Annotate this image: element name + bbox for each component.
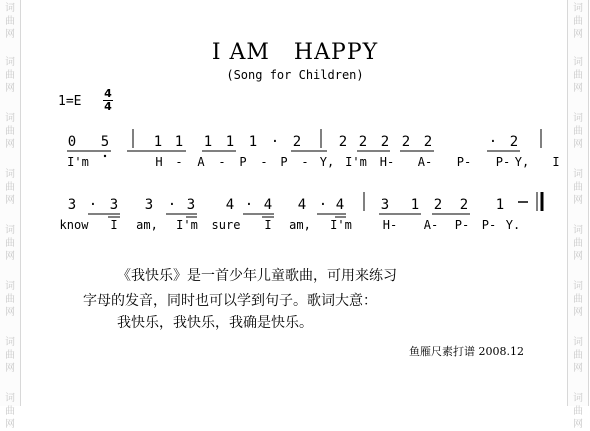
lyric: am,: [136, 218, 158, 232]
time-signature-top: 4: [104, 87, 112, 100]
lyric: P: [239, 155, 247, 169]
lyric: Y,: [514, 155, 530, 169]
lyric: A-: [417, 155, 433, 169]
note: 1: [174, 134, 184, 150]
lyric: P-: [481, 218, 497, 232]
lyric: H-: [382, 218, 398, 232]
description-line-2: 字母的发音，同时也可以学到句子。歌词大意：: [83, 293, 377, 309]
note: 3: [380, 197, 390, 213]
note: ·: [270, 134, 280, 150]
note: ·: [167, 197, 177, 213]
note: ·: [488, 134, 498, 150]
watermark: 词 曲 网: [5, 225, 15, 262]
lyric: I'm: [67, 155, 89, 169]
score-line-2: [60, 192, 528, 232]
lyric: know: [59, 218, 89, 232]
note: 1: [153, 134, 163, 150]
time-signature-bottom: 4: [104, 100, 112, 113]
score-line-1: [67, 129, 559, 169]
description-line-1: 《我快乐》是一首少年儿童歌曲，可用来练习: [117, 268, 397, 284]
lyric: -: [175, 155, 183, 169]
note: 2: [338, 134, 348, 150]
note: 1: [248, 134, 258, 150]
note: ·: [88, 197, 98, 213]
low-octave-dot: [104, 155, 106, 157]
note: 3: [109, 197, 119, 213]
lyric: I'm: [176, 218, 198, 232]
key-signature: 1=E: [58, 94, 82, 109]
note: 3: [186, 197, 196, 213]
watermark: 词 曲 网: [573, 113, 583, 150]
note: 2: [423, 134, 433, 150]
lyric: I: [264, 218, 272, 232]
watermark: 词 曲 网: [573, 281, 583, 318]
lyric: I: [110, 218, 118, 232]
note: 1: [410, 197, 420, 213]
lyric: A-: [423, 218, 439, 232]
lyric: sure: [211, 218, 241, 232]
lyric: P-: [456, 155, 472, 169]
lyric: P-: [454, 218, 470, 232]
lyric: Y.: [505, 218, 521, 232]
watermark: 词 曲 网: [5, 169, 15, 206]
watermark: 词 曲 网: [573, 57, 583, 94]
note: 2: [509, 134, 519, 150]
note: 4: [297, 197, 307, 213]
watermark: 词 曲 网: [5, 393, 15, 430]
watermark: 词 曲 网: [573, 393, 583, 430]
watermark: 词 曲 网: [573, 337, 583, 374]
lyric: H: [155, 155, 163, 169]
note: 2: [433, 197, 443, 213]
transcriber-credit: 鱼雁尺素打谱 2008.12: [409, 345, 524, 358]
lyric: -: [218, 155, 226, 169]
note: 0: [67, 134, 77, 150]
watermark: 词 曲 网: [5, 281, 15, 318]
lyric: P-: [495, 155, 511, 169]
lyric: -: [260, 155, 268, 169]
lyric: H-: [379, 155, 395, 169]
watermark: 词 曲 网: [5, 113, 15, 150]
note: ·: [318, 197, 328, 213]
note: 2: [401, 134, 411, 150]
watermark: 词 曲 网: [573, 169, 583, 206]
watermark: 词 曲 网: [5, 57, 15, 94]
watermark: 词 曲 网: [5, 337, 15, 374]
note: 2: [380, 134, 390, 150]
note: 1: [225, 134, 235, 150]
lyric: I'm: [330, 218, 352, 232]
note: 1: [495, 197, 505, 213]
note: 2: [459, 197, 469, 213]
lyric: P: [280, 155, 288, 169]
note: 4: [225, 197, 235, 213]
lyric: Y,: [319, 155, 335, 169]
lyric: -: [301, 155, 309, 169]
watermark: 词 曲 网: [5, 3, 15, 40]
note: 2: [358, 134, 368, 150]
note: ·: [244, 197, 254, 213]
lyric: I'm: [345, 155, 367, 169]
song-title: I AM HAPPY: [211, 40, 379, 65]
watermark: 词 曲 网: [573, 225, 583, 262]
note: 3: [67, 197, 77, 213]
note: 1: [203, 134, 213, 150]
lyric: I: [552, 155, 560, 169]
note: 4: [335, 197, 345, 213]
song-subtitle: (Song for Children): [226, 68, 364, 82]
note: 3: [144, 197, 154, 213]
description-line-3: 我快乐，我快乐，我确是快乐。: [117, 315, 313, 331]
note: 2: [292, 134, 302, 150]
watermark: 词 曲 网: [573, 3, 583, 40]
lyric: A: [197, 155, 205, 169]
note: 5: [100, 134, 110, 150]
note: 4: [263, 197, 273, 213]
lyric: am,: [289, 218, 311, 232]
